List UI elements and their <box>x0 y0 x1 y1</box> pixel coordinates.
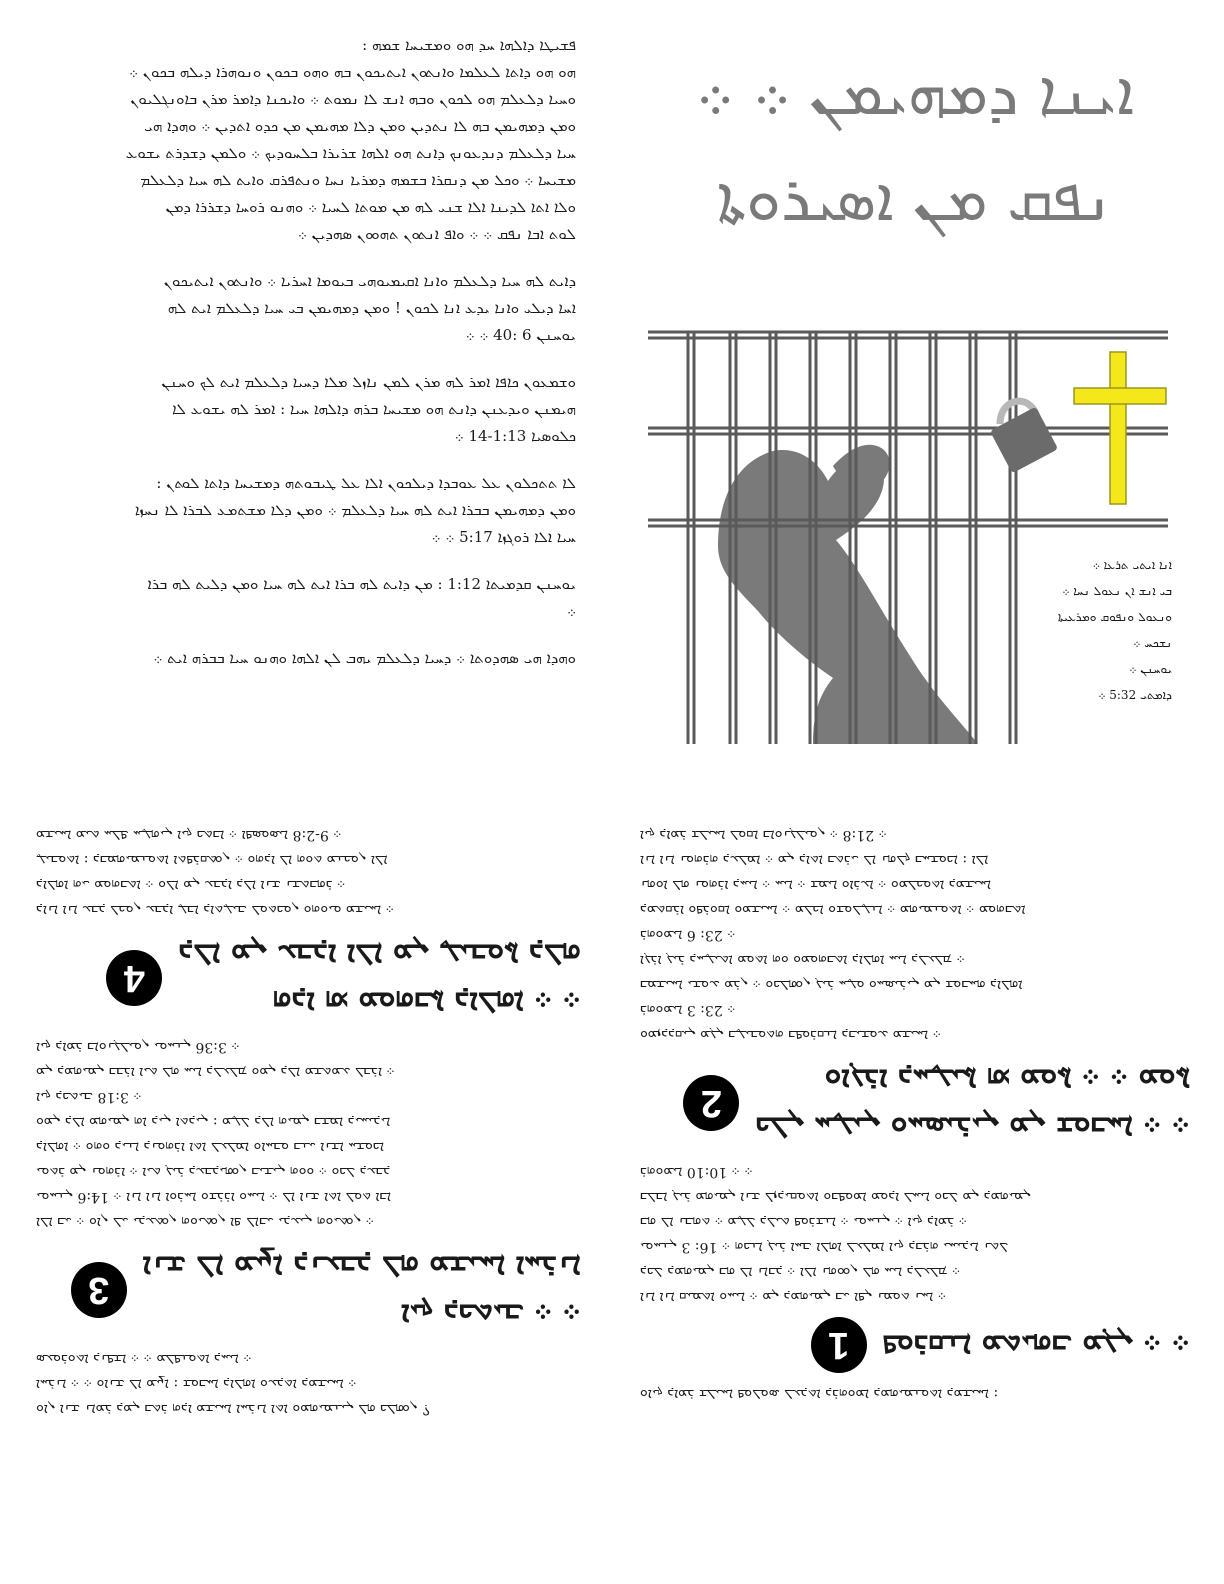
br-text-line: ܘܡܙܕܕܩܝܢ ܡܓܢ ܒܛܝܒܘܬܗ ܒܦܘܪܩܢܐ ܕܒܝܫܘܥ ܡܫܝܚܐ ܀ <box>640 1027 942 1043</box>
section-4-title-line: ܗܕܐ ܗܝ ܡܘܗܒܬܐ ܕܐܠܗܐ ܀ ܀ <box>272 985 581 1020</box>
bl-text-line: ܕܐܠܗܐ ܗܝ ܡܘܗܒܬܐ ܀ ܘܠܐ ܡܢ ܥܒܕܐ ܕܠܐ ܐܢܫ ܢܫܬܒܗܪ ܀ <box>36 877 346 893</box>
paragraph-gap <box>36 625 576 645</box>
br-text-line: ܢܗܘܐ ܠܗ ܢܘܗܪܐ ܕܚܝܐ ܀ ܚܝܐ ܀ ܫܡܝܐ ܘܐܪܥܐ ܀ ܘܡܠܟܘܬܐ ܕܡܫܝܚܐ <box>640 877 992 893</box>
tl-text-line: ܗܝܡܢܢ ܘܝܕܥܢܢ ܕܐܢܬ ܗܘ ܡܫܝܚܐ ܒܪܗ ܕܐܠܗܐ ܚܝܐ : ܐܡܪ ܠܗ ܝܫܘܥ ܠܐ <box>172 400 576 418</box>
bl-text-line: ܡܢ ܕܡܗܝܡܢ ܒܒܪܐ ܐܝܬ ܠܗ ܚܝܐ ܕܠܥܠܡ ܘܡܢ ܕܠܐ ܡܫܬܡܥ ܠܒܪܐ ܀ <box>36 1064 395 1080</box>
br-text-line: ܒܗ ܠܐ ܢܒܗܬ ܀ ܡܛܠ ܕܠܝܬ ܦܘܪܫܢܐ ܀ ܝܘܚܢܢ ܀ ܐܝܟ ܕܐܡܪ ܀ <box>640 1214 968 1230</box>
tl-text-line: ܠܘܬ ܐܒܐ ܢܦܩ ܀ ܀ ܘܐܦ ܐܢܬܘܢ ܬܗܘܘܢ ܣܗܕܝܢ ܀ <box>297 225 576 243</box>
section-4-title <box>178 930 581 1026</box>
bl-text-line: ܛܝܒܘܬܐ : ܕܒܡܗܝܡܢܘܬܐ ܐܬܦܪܩܬܘܢ ܀ ܘܗܕܐ ܠܐ ܗܘܬ ܡܢܟܘܢ ܐܠܐ <box>36 852 388 868</box>
section-3-title-line: ܐܢܫ ܠܐ ܡܨܐ ܕܢܥܒܕ ܠܗ ܡܫܝܚܐ ܐܚܪܢܐ <box>142 1249 581 1284</box>
bl-text-line: ܣܥܘܪܘܬܐ ܕܢܦܫܐ ܀ ܀ ܡܠܦܢܘܬܐ ܕܚܝܐ ܀ <box>36 1351 252 1367</box>
section-1-number-badge: 1 <box>811 1317 867 1373</box>
br-text-line: ܝܘܚܢܢ 3 :16 ܀ ܗܟܢܐ ܓܝܪ ܐܚܒ ܐܠܗܐ ܠܥܠܡܐ ܐܝܟ ܕܒܪܗ ܝܚܝܕܝܐ ܢܬܠ <box>640 1239 1009 1255</box>
tl-text-line: ܝܘܚܢܢ 6 :40 ܀ ܀ <box>465 326 576 344</box>
tl-text-line: ܟܠܘܣܝܐ 1:13-14 ܀ <box>454 427 576 445</box>
prisoner-silhouette <box>718 445 978 744</box>
br-text-line: ܐܢܐ ܐܢܐ ܢܘܗܪܗ ܕܥܠܡܐ ܀ ܡܢ ܕܐܬܐ ܒܬܪܝ ܠܐ ܢܗܠܟ ܒܚܫܘܟܐ : ܐܠܐ <box>640 852 989 868</box>
paragraph-gap <box>36 672 576 692</box>
section-1-title <box>883 1321 1190 1369</box>
tl-text-line: ܗܘ ܗܘ ܕܐܬܐ ܠܥܠܡܐ ܘܐܢܬܘܢ ܐܝܬܝܟܘܢ ܒܗ ܘܗܘ ܒܟܘܢ ܘܢܘܗܪܐ ܕܝܠܗ ܒܟܘܢ ܀ <box>129 63 576 81</box>
br-text-line: ܪܗܘܡܝܐ 6 :23 ܀ <box>640 927 736 943</box>
section-3-number-badge: 3 <box>71 1262 127 1318</box>
tl-text-line: ܘܫܡܥܘܢ ܟܐܦܐ ܐܡܪ ܠܗ ܡܪܢ ܠܡܢ ܢܐܙܠ ܡܠܐ ܕܚܝܐ ܕܠܥܠܡ ܐܝܬ ܠܟ ܘܚܢܢ <box>161 373 576 391</box>
tl-text-line: ܕܐܝܬ ܠܗ ܚܝܐ ܕܠܥܠܡ ܘܐܢܐ ܐܩܝܡܝܘܗܝ ܒܝܘܡܐ ܐܚܪܝܐ ܀ ܘܐܢܬܘܢ ܐܝܬܝܟܘܢ <box>163 272 576 290</box>
cover-title <box>640 40 1190 252</box>
paragraph-gap <box>36 349 576 369</box>
page-bottom-right <box>640 822 1190 1562</box>
tl-text-line: ܘܚܝܐ ܕܠܥܠܡ ܗܘ ܠܟܘܢ ܘܒܗ ܐܢܫ ܠܐ ܢܡܘܬ ܀ ܘܐܝܟܢܐ ܕܐܡܪ ܡܪܢ ܒܐܘܢܓܠܝܘܢ <box>130 90 576 108</box>
bl-text-line: ܘܡܢ ܕܠܐ ܡܗܝܡܢ ܗܐ ܕܝܢ ܐܬܕܝܢ : ܡܛܠ ܕܠܐ ܗܝܡܢ ܒܫܡܐ ܕܝܚܝܕܝܐ <box>36 1114 391 1130</box>
caption-line: ܕܐܡܬܝ 5:32 ܀ <box>1098 688 1172 702</box>
bl-text-line: ܕܐܠܗܐ ܀ ܘܗܘ ܕܝܢܐ ܕܢܘܗܪܐ ܐܬܐ ܠܥܠܡܐ ܘܐܚܒܘ ܒܢܝ ܐܢܫܐ ܚܫܘܟܐ <box>36 1139 385 1155</box>
section-2 <box>640 1055 1190 1151</box>
cover-title-line-1: ܐܝܢܐ ܕܡܗܝܡܢ ܀ ܀ <box>695 56 1135 129</box>
br-text-line: ܐܢܐ ܐܢܐ ܩܝܡܬܐ ܘܚܝܐ ܀ ܡܢ ܕܡܗܝܡܢ ܒܝ ܐܦܢ ܢܡܘܬ ܢܚܐ ܀ <box>640 1289 947 1305</box>
bl-text-line: ܐܠܐ ܒܝ ܀ ܘܐܢ ܠܝ ܝܕܥܬܘܢ ܗܘܝܬܘܢ ܐܦ ܠܐܒܝ ܝܕܥܝܢ ܗܘܝܬܘܢ ܀ <box>36 1214 375 1230</box>
section-3-title-line: ܐܝܟ ܕܟܬܝܒ ܀ ܀ <box>401 1297 581 1332</box>
tl-text-line: ܡܫܝܚܐ ܀ ܘܟܠ ܡܢ ܕܢܩܪܐ ܒܫܡܗ ܕܡܪܝܐ ܢܚܐ ܘܢܬܦܪܩ ܘܐܝܬ ܠܗ ܚܝܐ ܕܠܥܠܡ <box>140 171 576 189</box>
br-text-line: ܪܗܘܡܝܐ 3 :23 ܀ <box>640 1002 736 1018</box>
section-4 <box>36 930 581 1026</box>
paragraph-gap <box>36 450 576 470</box>
page-cover <box>640 40 1190 760</box>
tl-text-line: ܠܐ ܬܬܟܠܘܢ ܥܠ ܥܘܒܕܐ ܕܝܠܟܘܢ ܐܠܐ ܥܠ ܛܝܒܘܬܗ ܕܡܫܝܚܐ ܕܐܬܐ ܠܘܬܢ : <box>156 474 576 492</box>
tl-text-line: ܐܚܐ ܕܝܠܝ ܘܐܢܐ ܝܕܥ ܐܢܐ ܠܟܘܢ ! ܘܡܢ ܕܡܗܝܡܢ ܒܝ ܚܝܐ ܕܠܥܠܡ ܐܝܬ ܠܗ <box>167 299 576 317</box>
section-4-number-badge: 4 <box>106 950 162 1006</box>
paragraph-gap <box>36 551 576 571</box>
padlock-icon <box>990 401 1058 473</box>
bl-text-line: ܡܫܝܚܐ ܡܝܬ ܚܠܦ ܚܛܗܝܢ ܐܝܟ ܟܬܒܐ ܀ ܐܦܣܘܣܝܐ 2:8-9 ܀ <box>36 827 342 843</box>
caption-line: ܝܘܚܢܢ ܀ <box>1129 662 1172 676</box>
paragraph-gap <box>36 248 576 268</box>
bl-text-line: ܐܝܟ ܕܟܬܝܒ 3:18 ܀ <box>36 1089 142 1105</box>
bl-text-line: ܝܘܬܪ ܡܢ ܢܘܗܪܐ ܀ ܐܝܬ ܓܝܪ ܕܥܒܕܝܗܘܢ ܒܝܫܝܢ ܗܘܘ ܀ ܘܟܠ ܕܥܒܕ <box>36 1164 391 1180</box>
tl-text-line: ܝܘܚܢܢ ܩܕܡܝܬܐ 1:12 : ܡܢ ܕܐܝܬ ܠܗ ܒܪܐ ܐܝܬ ܠܗ ܚܝܐ ܘܡܢ ܕܠܝܬ ܠܗ ܒܪܐ <box>147 575 576 593</box>
bl-text-body <box>36 822 581 1421</box>
tl-text-line: ܦܫܝܛܐ ܕܐܠܗܐ ܚܕ ܗܘ ܘܡܫܝܚܐ ܫܡܗ : <box>362 36 576 54</box>
tl-text-line: ܚܝܐ ܐܠܐ ܪܘܓܙܐ 5:17 ܀ ܀ <box>431 528 576 546</box>
section-2-title <box>755 1055 1190 1151</box>
caption-line: ܒܝ ܐܢܫ ܐܢ ܢܥܘܠ ܢܚܐ ܀ <box>1062 584 1172 598</box>
section-4-title-line: ܕܠܐ ܡܢ ܥܒܕܐ ܐܠܐ ܡܢ ܛܝܒܘܬܐ ܕܠܗ <box>178 937 581 972</box>
br-text-line: ܕܡܬܩܪܐ ܘܦܪܘܩܐ ܘܡܫܝܚܐ ܀ ܡܠܟܐ ܘܫܘܠܛܢܐ ܀ ܡܗܝܡܢܘܬܐ ܀ ܡܘܗܒܬܐ <box>640 902 1026 918</box>
br-text-line: ܪܗܘܡܝܐ 10:10 ܀ ܀ <box>640 1164 753 1180</box>
br-text-body <box>640 822 1190 1406</box>
br-text-line: ܒܡܫܝܚܐ ܝܫܘܥ ܡܪܢ ܀ ܘܟܠܗܘܢ ܓܝܪ ܚܛܘ ܘܚܣܝܪܝܢ ܡܢ ܫܘܒܚܗ ܕܐܠܗܐ <box>640 977 1023 993</box>
br-text-line: ܘܐܝܟ ܕܐܡܪ ܫܠܝܚܐ ܦܘܠܘܣ ܠܥܕܬܐ ܕܪܗܘܡܐ ܕܡܗܝܡܢܘܬܐ ܕܡܫܝܚܐ : <box>640 1386 999 1402</box>
cover-title-line-2: ܢܦܩ ܡܢ ܐܣܝܪܘܬܐ <box>716 162 1114 235</box>
section-2-number-badge: 2 <box>683 1075 739 1131</box>
section-2-title-line: ܘܐܓܪܐ ܕܚܛܝܬܐ ܗܝ ܡܘܬܐ ܀ ܀ ܡܘܬܐ <box>824 1062 1190 1097</box>
caption-line: ܘܢܥܘܠ ܘܢܦܘܩ ܘܡܪܥܝܬܐ <box>1057 610 1172 624</box>
br-text-line: ܐܓܪܐ ܓܝܪ ܕܚܛܝܬܐ ܡܘܬܐ ܗܘ ܘܡܘܗܒܬܐ ܕܐܠܗܐ ܚܝܐ ܕܠܥܠܡ ܀ <box>640 952 965 968</box>
section-1 <box>640 1317 1190 1373</box>
bl-text-line: ܝܘܚܢܢ 14:6 ܀ ܐܢܐ ܐܢܐ ܐܘܪܚܐ ܘܫܪܪܐ ܘܚܝܐ ܀ ܠܐ ܐܢܫ ܐܬܐ ܠܘܬ ܐܒܐ <box>36 1189 392 1205</box>
br-text-line: ܐܝܟ ܕܐܡܪ ܫܠܝܚܐ ܠܘܩܐ ܒܐܘܢܓܠܝܘܢ ܀ 21:8 ܀ <box>640 827 887 843</box>
caption-line: ܢܫܟܚ ܀ <box>1133 636 1172 650</box>
section-1-title-line: ܦܘܪܩܢܐ ܡܬܝܗܒ ܡܓܢ ܀ ܀ <box>882 1328 1190 1363</box>
bl-text-line: ܐܝܟ ܕܐܡܪ ܒܐܘܢܓܠܝܘܢ ܝܘܚܢܢ 3:36 ܀ <box>36 1039 240 1055</box>
tl-text-line: ܘܡܢ ܕܡܗܝܡܢ ܒܗ ܠܐ ܢܬܕܝܢ ܘܡܢ ܕܠܐ ܡܗܝܡܢ ܡܢ ܟܕܘ ܐܬܕܝܢ ܀ ܘܗܕܐ ܗܝ <box>144 117 576 135</box>
page-bottom-left <box>36 822 581 1562</box>
page-top-left <box>36 32 576 752</box>
tl-text-line: ܘܗܕܐ ܗܝ ܣܗܕܘܬܐ ܀ ܕܚܝܐ ܕܠܥܠܡ ܝܗܒ ܠܢ ܐܠܗܐ ܘܗܢܘ ܚܝܐ ܒܒܪܗ ܐܝܬ ܀ <box>153 649 576 667</box>
br-text-line: ܕܟܠ ܕܡܗܝܡܢ ܒܗ ܠܐ ܢܐܒܕ ܀ ܐܠܐ ܢܗܘܘܢ ܠܗ ܚܝܐ ܕܠܥܠܡ ܀ <box>640 1264 961 1280</box>
bl-text-line: ܕܐܢܐ ܐܢܐ ܥܒܕ ܠܟܘܢ ܥܒܕܐ ܛܒܐ ܕܐܬܛܝܒ ܠܘܬܟܘܢ ܘܗܘܝܘ ܡܫܝܚܐ ܀ <box>36 902 395 918</box>
tl-text-line: ܘܡܢ ܕܡܗܝܡܢ ܒܒܪܐ ܐܝܬ ܠܗ ܚܝܐ ܕܠܥܠܡ ܀ ܘܡܢ ܕܠܐ ܡܫܬܡܥ ܠܒܪܐ ܠܐ ܢܚܙܐ <box>134 501 576 519</box>
tl-text-line: ܘܠܐ ܐܬܐ ܠܕܝܢܐ ܐܠܐ ܫܢܝ ܠܗ ܡܢ ܡܘܬܐ ܠܚܝܐ ܀ ܘܗܢܘ ܪܘܚܐ ܕܫܪܪܐ ܕܡܢ <box>165 198 576 216</box>
tl-text-line: ܀ <box>566 602 576 620</box>
cover-caption <box>1022 552 1172 708</box>
br-text-line: ܒܠܒܐ ܓܝܪ ܡܗܝܡܢ ܐܢܫ ܠܙܕܝܩܘܬܐ ܘܒܦܘܡܐ ܡܘܕܐ ܠܚܝܐ ܘܟܠ ܡܢ ܕܡܗܝܡܢ <box>640 1189 1031 1205</box>
section-3 <box>36 1242 581 1338</box>
bl-text-line: ܐܚܪܢܐ ܀ ܀ ܘܐܢܫ ܠܐ ܡܨܐ : ܫܘܒܚܐ ܕܐܠܗܐ ܘܥܕܬܐ ܕܡܫܝܚܐ ܀ <box>36 1376 357 1392</box>
section-3-title <box>143 1242 581 1338</box>
bl-text-line: ܘܐܢ ܐܢܫ ܢܐܡܪ ܕܡܢ ܒܬܪ ܗܕܐ ܡܫܝܚܐ ܐܚܪܢܐ ܐܬܐ ܘܡܗܝܡܢܝܢ ܠܗ ܟܠܗܘܢ ؟ <box>36 1401 430 1417</box>
tl-text-line: ܚܝܐ ܕܠܥܠܡ ܕܢܕܥܘܢܟ ܕܐܢܬ ܗܘ ܐܠܗܐ ܫܪܝܪܐ ܒܠܚܘܕܝܟ ܀ ܘܠܡܢ ܕܫܕܪܬ ܝܫܘܥ <box>125 144 576 162</box>
section-2-title-line: ܟܠܢ ܚܛܝܢ ܘܚܣܝܪܝܢ ܡܢ ܫܘܒܚܐ ܀ ܀ <box>755 1110 1190 1145</box>
caption-line: ܐܢܐ ܐܝܬܝ ܬܪܥܐ ܀ <box>1092 558 1172 572</box>
tl-text-body <box>36 32 576 692</box>
